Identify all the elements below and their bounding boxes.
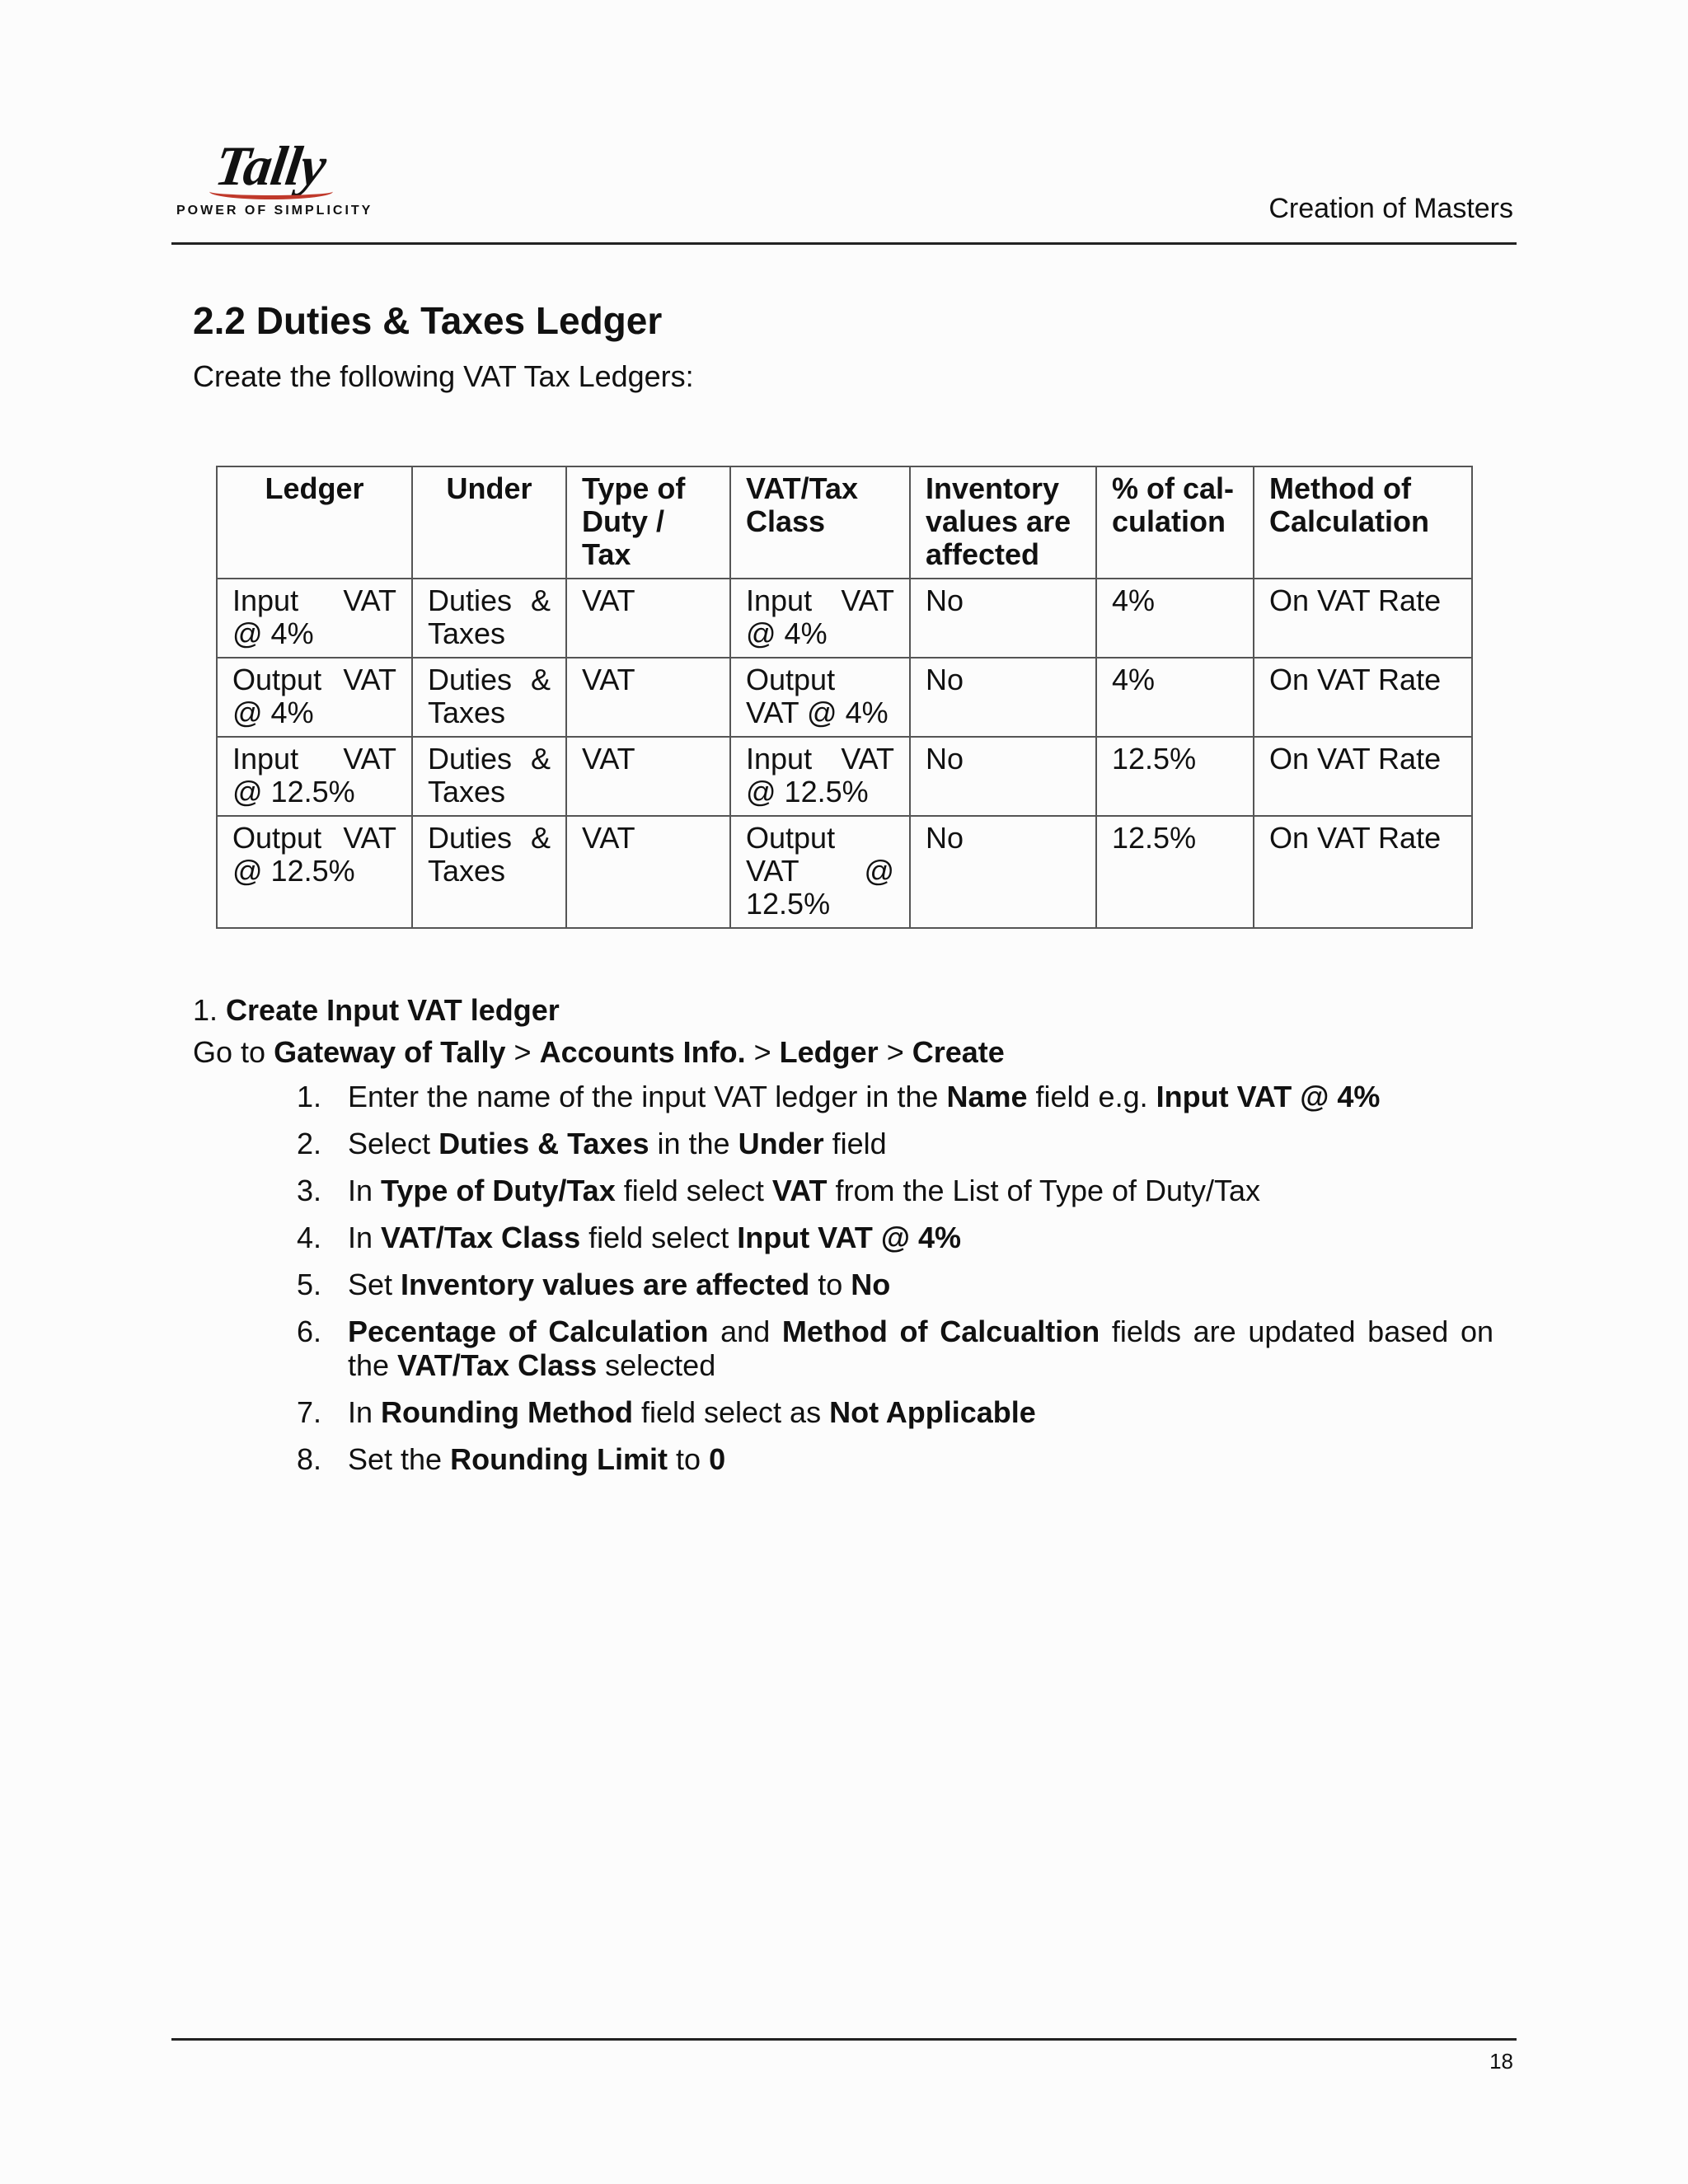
instruction-emphasis: Duties & Taxes (438, 1127, 649, 1160)
path-ledger: Ledger (779, 1035, 879, 1069)
vat-ledger-table (216, 466, 1473, 929)
section-intro: Create the following VAT Tax Ledgers: (193, 359, 694, 393)
instruction-emphasis: Inventory values are affected (401, 1268, 810, 1301)
goto-prefix: Go to (193, 1035, 266, 1069)
instruction-emphasis: Rounding Limit (450, 1442, 668, 1476)
cell-ledger: Output VAT @ 4% (217, 658, 412, 737)
cell-ledger: Input VAT @ 4% (217, 579, 412, 658)
instruction-item (293, 1127, 1493, 1160)
cell-duty-type: VAT (566, 658, 730, 737)
col-header-duty-type: Type of Duty / Tax (566, 466, 730, 579)
cell-class: Input VAT @ 4% (730, 579, 910, 658)
instruction-item (293, 1442, 1493, 1476)
instruction-text: Set (348, 1268, 401, 1301)
step-title: Create Input VAT ledger (226, 993, 560, 1027)
instruction-text: field select (615, 1174, 772, 1207)
path-separator: > (513, 1035, 532, 1069)
cell-method: On VAT Rate (1254, 579, 1472, 658)
instruction-text: to (668, 1442, 710, 1476)
col-header-ledger: Ledger (217, 466, 412, 579)
tally-logo (176, 134, 373, 227)
path-gateway: Gateway of Tally (274, 1035, 506, 1069)
instruction-number: 2. (297, 1127, 322, 1160)
instruction-item (293, 1315, 1493, 1382)
instruction-emphasis: Input VAT @ 4% (1156, 1080, 1381, 1113)
path-create: Create (912, 1035, 1005, 1069)
col-header-method: Method of Calculation (1254, 466, 1472, 579)
cell-under: Duties & Taxes (412, 816, 566, 928)
col-header-percent: % of cal- culation (1096, 466, 1254, 579)
instruction-item (293, 1268, 1493, 1301)
instruction-text: from the List of Type of Duty/Tax (827, 1174, 1261, 1207)
instruction-item (293, 1174, 1493, 1207)
logo-swoosh (209, 184, 333, 199)
page-number: 18 (1489, 2049, 1513, 2074)
cell-percent: 4% (1096, 658, 1254, 737)
cell-duty-type: VAT (566, 737, 730, 816)
instruction-number: 3. (297, 1174, 322, 1207)
cell-percent: 12.5% (1096, 737, 1254, 816)
instruction-list (293, 1080, 1493, 1489)
instruction-number: 6. (297, 1315, 322, 1348)
col-header-inventory: Inventory values are affected (910, 466, 1096, 579)
path-accounts-info: Accounts Info. (539, 1035, 746, 1069)
table-row (217, 816, 1472, 928)
instruction-text: In (348, 1221, 382, 1254)
instruction-number: 8. (297, 1442, 322, 1476)
cell-method: On VAT Rate (1254, 658, 1472, 737)
instruction-text: In (348, 1395, 382, 1429)
cell-ledger: Input VAT @ 12.5% (217, 737, 412, 816)
path-separator: > (753, 1035, 771, 1069)
instruction-number: 7. (297, 1395, 322, 1429)
instruction-emphasis: Method of Calcualtion (781, 1315, 1100, 1348)
instruction-emphasis: VAT (771, 1174, 828, 1207)
instruction-text: field select as (632, 1395, 830, 1429)
instruction-item (293, 1080, 1493, 1113)
instruction-emphasis: Type of Duty/Tax (381, 1174, 616, 1207)
instruction-text: in the (649, 1127, 738, 1160)
instruction-item (293, 1221, 1493, 1254)
table-row (217, 658, 1472, 737)
instruction-text: Enter the name of the input VAT ledger in the (348, 1080, 947, 1113)
instruction-emphasis: Under (738, 1127, 824, 1160)
col-header-under: Under (412, 466, 566, 579)
navigation-path (193, 1035, 1005, 1070)
instruction-emphasis: No (851, 1268, 891, 1301)
table-header-row (217, 466, 1472, 579)
logo-tagline: POWER OF SIMPLICITY (176, 204, 373, 218)
section-title: 2.2 Duties & Taxes Ledger (193, 299, 663, 342)
cell-under: Duties & Taxes (412, 658, 566, 737)
instruction-emphasis: Pecentage of Calculation (348, 1315, 709, 1348)
instruction-text: and (708, 1315, 782, 1348)
cell-class: Output VAT @ 4% (730, 658, 910, 737)
instruction-emphasis: Name (946, 1080, 1028, 1113)
instruction-text: to (809, 1268, 851, 1301)
cell-class: Input VAT @ 12.5% (730, 737, 910, 816)
path-separator: > (886, 1035, 904, 1069)
instruction-text: fields are updated based on the (348, 1315, 1493, 1382)
cell-inventory: No (910, 579, 1096, 658)
instruction-text: In (348, 1174, 382, 1207)
instruction-number: 4. (297, 1221, 322, 1254)
cell-ledger: Output VAT @ 12.5% (217, 816, 412, 928)
step-heading (193, 993, 560, 1028)
cell-duty-type: VAT (566, 579, 730, 658)
cell-under: Duties & Taxes (412, 579, 566, 658)
instruction-emphasis: VAT/Tax Class (381, 1221, 581, 1254)
instruction-text: Set the (348, 1442, 451, 1476)
instruction-number: 5. (297, 1268, 322, 1301)
cell-method: On VAT Rate (1254, 737, 1472, 816)
instruction-number: 1. (297, 1080, 322, 1113)
header-rule (171, 242, 1517, 245)
cell-inventory: No (910, 737, 1096, 816)
instruction-text: field select (580, 1221, 738, 1254)
running-header: Creation of Masters (1268, 193, 1513, 224)
instruction-text: selected (597, 1348, 716, 1382)
instruction-emphasis: Rounding Method (381, 1395, 633, 1429)
instruction-emphasis: 0 (709, 1442, 726, 1476)
instruction-emphasis: VAT/Tax Class (397, 1348, 598, 1382)
table-row (217, 579, 1472, 658)
cell-class: Output VAT @ 12.5% (730, 816, 910, 928)
cell-under: Duties & Taxes (412, 737, 566, 816)
cell-method: On VAT Rate (1254, 816, 1472, 928)
instruction-text: Select (348, 1127, 439, 1160)
instruction-emphasis: Not Applicable (829, 1395, 1036, 1429)
cell-inventory: No (910, 658, 1096, 737)
footer-rule (171, 2038, 1517, 2041)
cell-percent: 4% (1096, 579, 1254, 658)
logo-wordmark: Tally (211, 134, 330, 197)
instruction-text: field (823, 1127, 887, 1160)
instruction-item (293, 1395, 1493, 1429)
cell-inventory: No (910, 816, 1096, 928)
instruction-emphasis: Input VAT @ 4% (737, 1221, 961, 1254)
table-row (217, 737, 1472, 816)
step-number: 1. (193, 993, 218, 1027)
cell-duty-type: VAT (566, 816, 730, 928)
cell-percent: 12.5% (1096, 816, 1254, 928)
col-header-class: VAT/Tax Class (730, 466, 910, 579)
instruction-text: field e.g. (1027, 1080, 1156, 1113)
